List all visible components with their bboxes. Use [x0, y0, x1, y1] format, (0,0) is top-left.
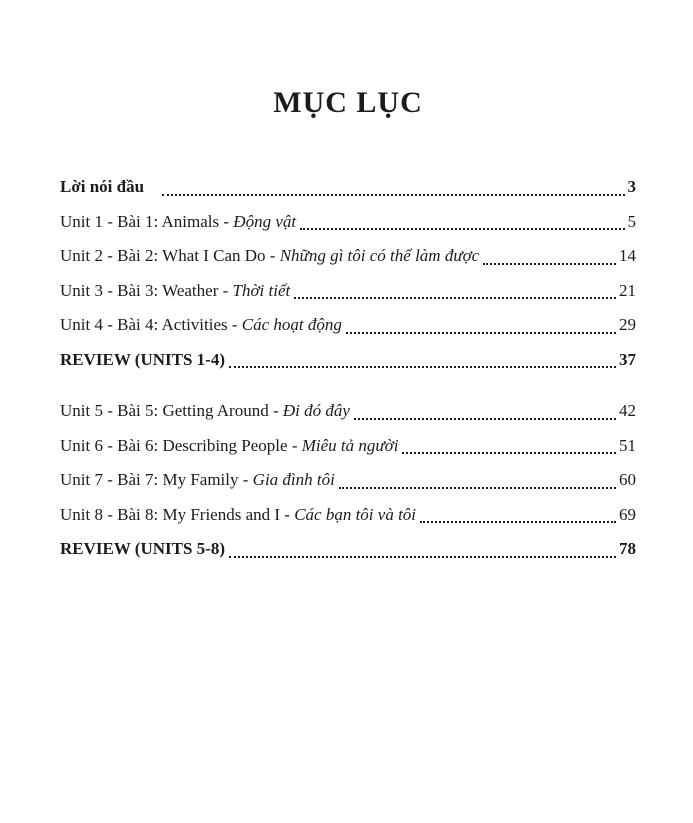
dot-leader	[229, 366, 616, 368]
toc-entry-subtitle: Thời tiết	[232, 280, 291, 300]
toc-entry-unit-7	[60, 463, 636, 498]
toc-entry-page: 5	[627, 211, 636, 231]
toc-entry-unit-4	[60, 308, 636, 343]
toc-entry-text: Unit 1 - Bài 1: Animals -	[60, 211, 234, 231]
page-title: MỤC LỤC	[273, 86, 423, 119]
toc-entry-loi-noi-dau	[60, 170, 636, 205]
toc-entry-page: 37	[619, 349, 636, 369]
toc-entry-unit-8	[60, 498, 636, 533]
dot-leader	[346, 332, 616, 334]
toc-entry-text: Unit 4 - Bài 4: Activities -	[60, 315, 242, 334]
dot-leader	[483, 263, 616, 265]
dot-leader	[420, 521, 616, 523]
toc-entry-text: Unit 5 - Bài 5: Getting Around -	[60, 401, 283, 420]
toc-entry-text: Lời nói đầu	[60, 177, 145, 196]
toc-entry-unit-1	[60, 205, 636, 240]
toc-entry-page: 21	[619, 280, 636, 300]
toc-entry-text: Unit 6 - Bài 6: Describing People -	[60, 435, 302, 455]
toc-entry-subtitle: Các bạn tôi và tôi	[294, 504, 417, 524]
toc-entry-unit-5	[60, 394, 636, 429]
toc-entry-page: 78	[619, 539, 636, 558]
toc-entry-page: 29	[619, 315, 636, 334]
dot-leader	[402, 452, 616, 454]
dot-leader	[162, 194, 624, 196]
toc-entry-page: 60	[619, 470, 636, 489]
dot-leader	[229, 556, 616, 558]
table-of-contents	[60, 170, 636, 567]
toc-entry-text: Unit 7 - Bài 7: My Family -	[60, 470, 253, 489]
toc-entry-page: 42	[619, 401, 636, 420]
toc-entry-review-1-4	[60, 343, 636, 378]
toc-entry-text: REVIEW (UNITS 1-4)	[60, 349, 225, 369]
toc-entry-review-5-8	[60, 532, 636, 567]
toc-entry-unit-2	[60, 239, 636, 274]
dot-leader	[354, 418, 616, 420]
toc-entry-page: 69	[619, 504, 636, 524]
toc-entry-text: REVIEW (UNITS 5-8)	[60, 539, 225, 558]
toc-entry-text: Unit 2 - Bài 2: What I Can Do -	[60, 246, 280, 265]
toc-entry-page: 3	[627, 177, 636, 196]
dot-leader	[339, 487, 616, 489]
toc-entry-unit-3	[60, 274, 636, 309]
toc-entry-page: 14	[619, 246, 636, 265]
toc-entry-subtitle: Đi đó đây	[282, 401, 350, 420]
toc-entry-text: Unit 3 - Bài 3: Weather -	[60, 280, 233, 300]
toc-entry-subtitle: Động vật	[233, 211, 297, 231]
dot-leader	[300, 228, 624, 230]
toc-entry-text: Unit 8 - Bài 8: My Friends and I -	[60, 504, 295, 524]
dot-leader	[294, 297, 616, 299]
toc-entry-subtitle: Các hoạt động	[241, 315, 342, 334]
toc-entry-subtitle: Gia đình tôi	[252, 470, 335, 489]
toc-entry-subtitle: Miêu tả người	[301, 435, 399, 455]
toc-entry-unit-6	[60, 429, 636, 464]
toc-entry-subtitle: Những gì tôi có thể làm được	[279, 246, 480, 265]
toc-entry-page: 51	[619, 435, 636, 455]
